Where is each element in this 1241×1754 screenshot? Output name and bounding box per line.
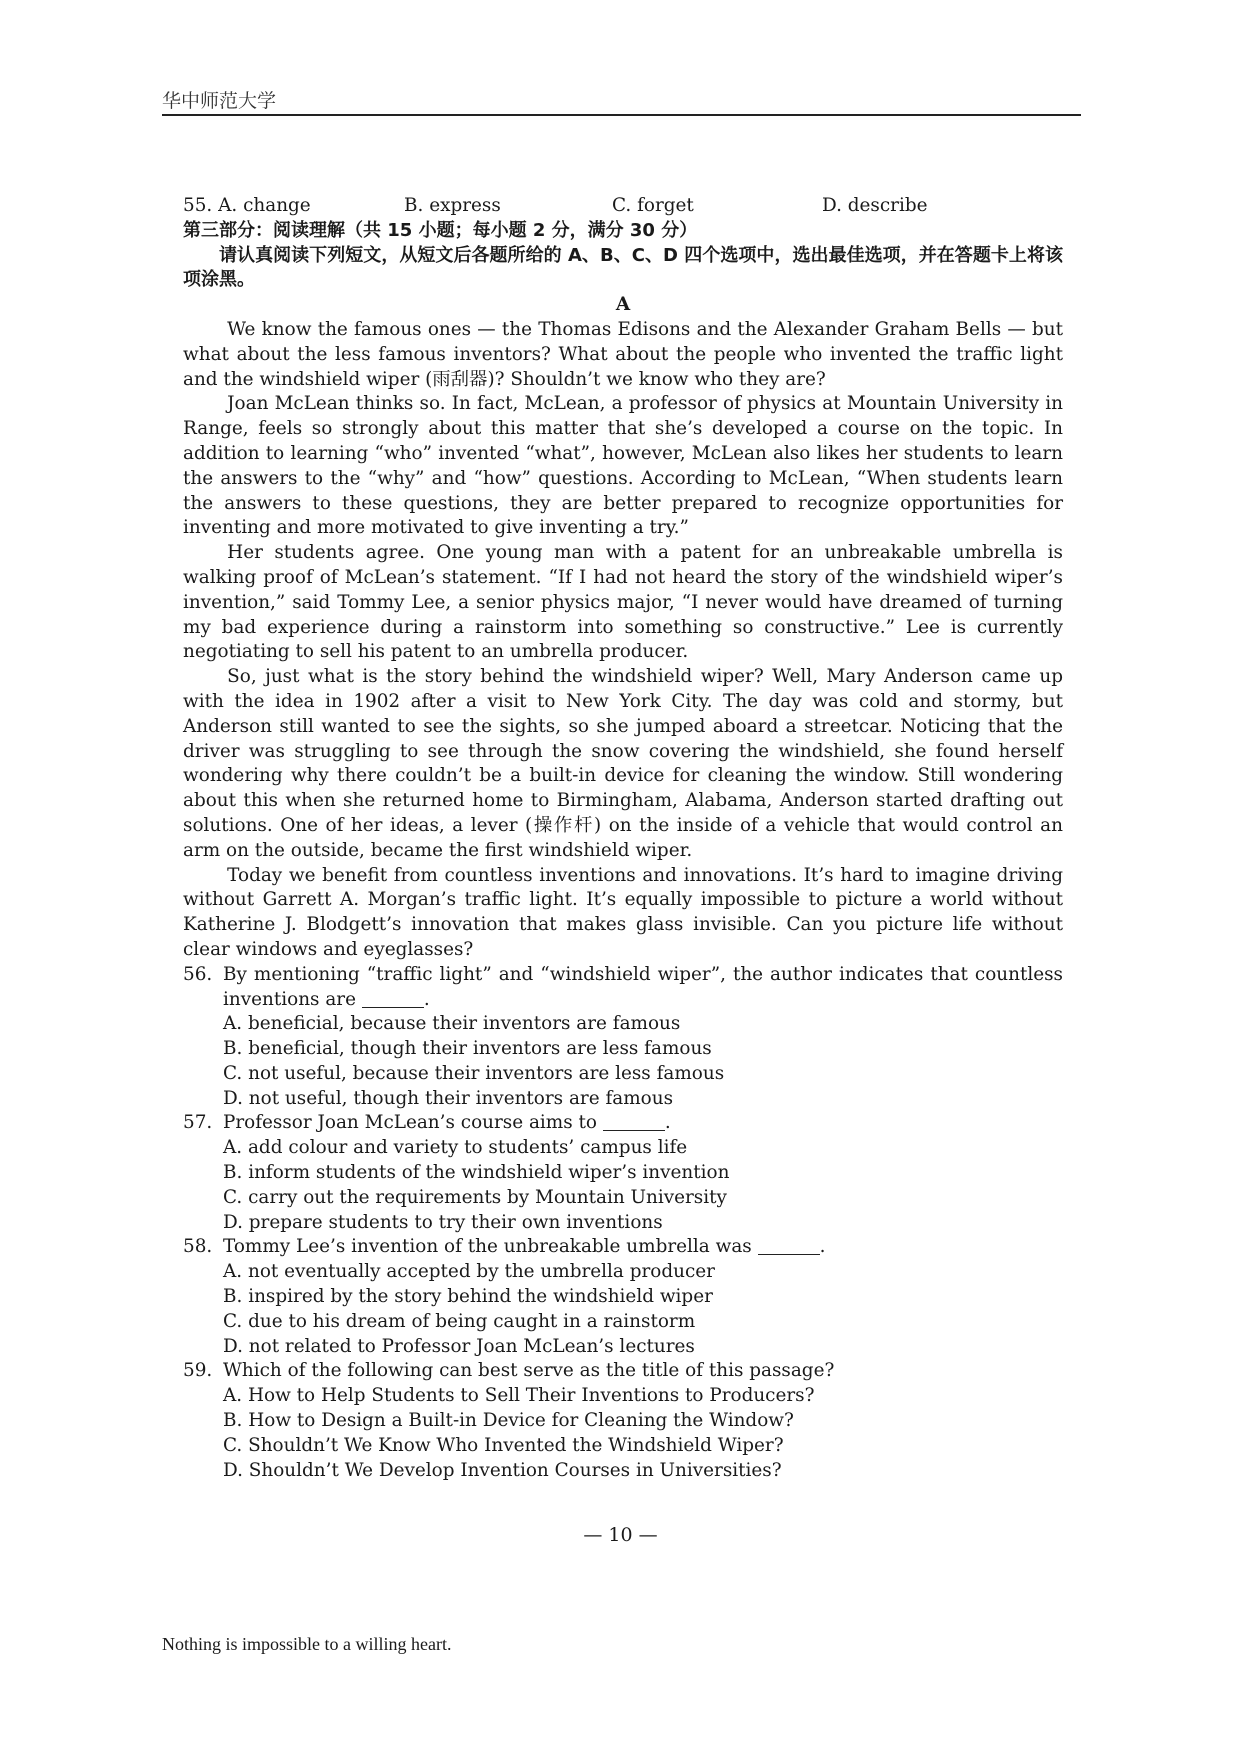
passage-paragraph: We know the famous ones — the Thomas Edisons and the Alexander Graham Bells — but what about the less famous inventors? What about the people who invented the traffic light and the windshield wiper (雨刮器)? Shouldn’t we know who they are? xyxy=(183,318,1063,390)
question-option: A. not eventually accepted by the umbrella producer xyxy=(223,1261,715,1283)
answer-blank xyxy=(603,1112,665,1131)
question-55-option-b: B. express xyxy=(404,195,501,216)
question-number: 59. xyxy=(183,1360,213,1382)
page-content xyxy=(183,194,1063,1483)
question-stem: Tommy Lee’s invention of the unbreakable umbrella was . xyxy=(223,1236,826,1258)
passage-paragraph: Joan McLean thinks so. In fact, McLean, a professor of physics at Mountain University in Range, feels so strongly about this matter that she’s developed a course on the topic. In addition to learning “who” invented “what”, however, McLean also likes her students to learn the answers to the “why” and “how” questions. According to McLean, “When students learn the answers to these questions, they are better prepared to recognize opportunities for inventing and more motivated to give inventing a try.” xyxy=(183,393,1063,539)
question-55-option-a: 55. A. change xyxy=(183,195,311,216)
page-number: — 10 — xyxy=(583,1524,658,1546)
question-55-option-d: D. describe xyxy=(822,195,928,216)
question-56 xyxy=(183,963,1063,1013)
question-option: D. Shouldn’t We Develop Invention Courses in Universities? xyxy=(223,1459,782,1481)
question-stem: By mentioning “traffic light” and “windshield wiper”, the author indicates that countless inventions are . xyxy=(223,963,1063,1010)
question-option: A. beneficial, because their inventors are famous xyxy=(223,1013,681,1035)
question-option: C. not useful, because their inventors are less famous xyxy=(223,1062,725,1084)
question-number: 58. xyxy=(183,1236,213,1258)
question-number: 57. xyxy=(183,1112,213,1134)
passage-paragraph: So, just what is the story behind the windshield wiper? Well, Mary Anderson came up with the idea in 1902 after a visit to New York City. The day was cold and stormy, but Anderson still wanted to see the sights, so she jumped aboard a streetcar. Noticing that the driver was struggling to see through the snow covering the windshield, she found herself wondering why there couldn’t be a built-in device for cleaning the window. Still wondering about this when she returned home to Birmingham, Alabama, Anderson started drafting out solutions. One of her ideas, a lever (操作杆) on the inside of a vehicle that would control an arm on the outside, became the first windshield wiper. xyxy=(183,666,1063,861)
question-option: C. Shouldn’t We Know Who Invented the Windshield Wiper? xyxy=(223,1434,784,1456)
question-option: A. How to Help Students to Sell Their Inventions to Producers? xyxy=(223,1385,815,1407)
passage-title: A xyxy=(615,294,631,316)
question-55-option-c: C. forget xyxy=(612,195,694,216)
question-option: B. inform students of the windshield wiper’s invention xyxy=(223,1162,730,1184)
passage-paragraph: Her students agree. One young man with a patent for an unbreakable umbrella is walking proof of McLean’s statement. “If I had not heard the story of the windshield wiper’s invention,” said Tommy Lee, a senior physics major, “I never would have dreamed of turning my bad experience during a rainstorm into something so constructive.” Lee is currently negotiating to sell his patent to an umbrella producer. xyxy=(183,542,1063,663)
question-option: B. How to Design a Built-in Device for Cleaning the Window? xyxy=(223,1410,794,1432)
question-stem: Which of the following can best serve as the title of this passage? xyxy=(223,1360,835,1382)
question-stem: Professor Joan McLean’s course aims to . xyxy=(223,1112,671,1134)
question-option: D. not useful, though their inventors are famous xyxy=(223,1087,674,1109)
question-option: B. inspired by the story behind the windshield wiper xyxy=(223,1286,713,1308)
question-58 xyxy=(183,1235,1063,1260)
header-rule xyxy=(162,114,1081,116)
question-55-options xyxy=(183,194,1063,219)
question-57 xyxy=(183,1111,1063,1136)
question-number: 56. xyxy=(183,963,213,985)
question-option: A. add colour and variety to students’ campus life xyxy=(223,1137,688,1159)
question-option: C. due to his dream of being caught in a rainstorm xyxy=(223,1310,696,1332)
footer-motto: Nothing is impossible to a willing heart. xyxy=(162,1634,452,1654)
question-option: D. prepare students to try their own inventions xyxy=(223,1211,663,1233)
answer-blank xyxy=(758,1236,820,1255)
section-title: 第三部分：阅读理解（共 15 小题；每小题 2 分，满分 30 分） xyxy=(183,219,698,241)
section-instructions: 请认真阅读下列短文，从短文后各题所给的 A、B、C、D 四个选项中，选出最佳选项，并在答题卡上将该项涂黑。 xyxy=(183,244,1063,291)
passage-paragraph: Today we benefit from countless inventions and innovations. It’s hard to imagine driving without Garrett A. Morgan’s traffic light. It’s equally impossible to picture a world without Katherine J. Blodgett’s innovation that makes glass invisible. Can you picture life without clear windows and eyeglasses? xyxy=(183,864,1063,960)
question-59 xyxy=(183,1359,1063,1384)
answer-blank xyxy=(362,988,424,1007)
question-option: C. carry out the requirements by Mountain University xyxy=(223,1186,727,1208)
page-header-school: 华中师范大学 xyxy=(162,90,277,112)
question-option: D. not related to Professor Joan McLean’s lectures xyxy=(223,1335,695,1357)
question-option: B. beneficial, though their inventors are less famous xyxy=(223,1038,712,1060)
